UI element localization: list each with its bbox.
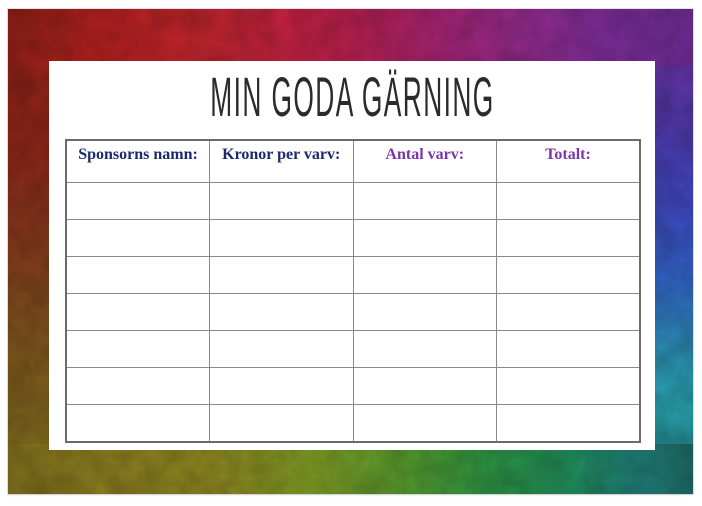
empty-cell [66,220,210,257]
table-row [66,183,640,220]
empty-cell [353,294,497,331]
empty-cell [497,183,641,220]
table-row [66,368,640,405]
empty-cell [210,331,354,368]
empty-cell [66,368,210,405]
empty-cell [66,331,210,368]
table-row [66,405,640,443]
empty-cell [66,405,210,443]
border-bottom [8,444,693,494]
empty-cell [210,183,354,220]
empty-cell [353,257,497,294]
border-right [649,9,693,494]
empty-cell [353,220,497,257]
empty-cell [210,405,354,443]
empty-cell [353,405,497,443]
empty-cell [210,294,354,331]
column-header: Totalt: [497,140,641,183]
column-header: Sponsorns namn: [66,140,210,183]
table-head [66,140,640,183]
empty-cell [497,331,641,368]
table-row [66,257,640,294]
page-title: MIN GODA GÄRNING [209,65,495,128]
empty-cell [353,368,497,405]
border-left [8,9,54,494]
empty-cell [210,257,354,294]
title-row [49,65,655,129]
empty-cell [497,257,641,294]
table-row [66,220,640,257]
empty-cell [66,257,210,294]
empty-cell [210,220,354,257]
empty-cell [66,294,210,331]
empty-cell [497,405,641,443]
column-header: Antal varv: [353,140,497,183]
table-header-row [66,140,640,183]
column-header: Kronor per varv: [210,140,354,183]
empty-cell [210,368,354,405]
table-row [66,294,640,331]
border-top [8,9,693,66]
empty-cell [497,294,641,331]
rainbow-border-frame [8,9,693,494]
table-row [66,331,640,368]
sponsor-table [65,139,641,443]
table-body [66,183,640,443]
content-card [49,61,655,450]
empty-cell [353,183,497,220]
empty-cell [66,183,210,220]
empty-cell [353,331,497,368]
empty-cell [497,220,641,257]
empty-cell [497,368,641,405]
